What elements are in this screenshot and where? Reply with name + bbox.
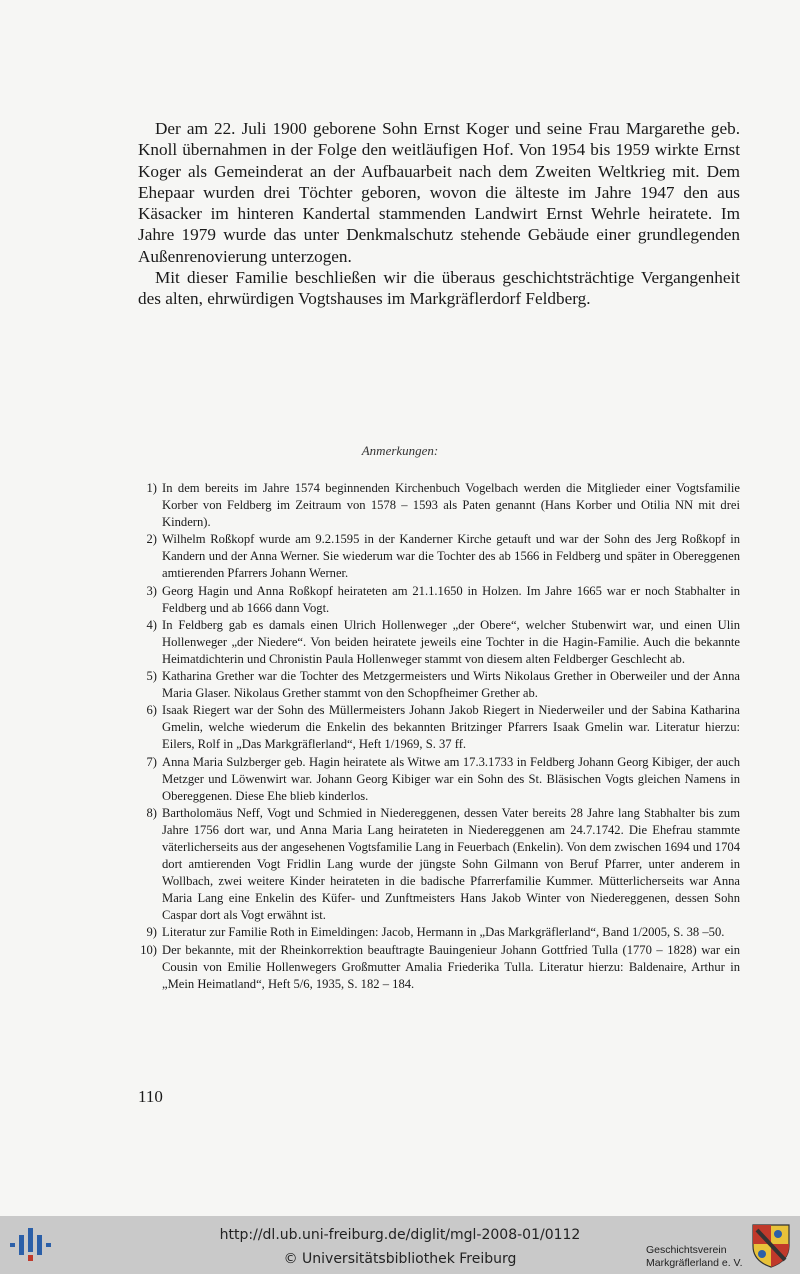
- note-item: [140, 531, 740, 582]
- footer-url-link[interactable]: http://dl.ub.uni-freiburg.de/diglit/mgl-2008-01/0112: [219, 1227, 581, 1243]
- note-number: 6): [146, 703, 157, 718]
- paragraph: Der am 22. Juli 1900 geborene Sohn Ernst Koger und seine Frau Margarethe geb. Knoll übernahmen in der Folge den weitläufigen Hof. Von 1954 bis 1959 wirkte Ernst Koger als Gemeinderat an der Aufbauarbeit nach dem Zweiten Weltkrieg mit. Dem Ehepaar wurden drei Töchter geboren, wovon die älteste im Jahre 1947 den aus Käsacker im hinteren Kandertal stammenden Landwirt Ernst Wehrle heiratete. Im Jahre 1979 wurde das unter Denkmalschutz stehende Gebäude einer grundlegenden Außenrenovierung unterzogen.: [138, 119, 740, 266]
- footer-copyright: © Universitätsbibliothek Freiburg: [283, 1251, 517, 1267]
- note-item: [140, 480, 740, 531]
- note-text: Der bekannte, mit der Rheinkorrektion beauftragte Bauingenieur Johann Gottfried Tulla (1770 – 1828) war ein Cousin von Emilie Hollenwegers Großmutter Amalia Friederika Tulla. Literatur hierzu: Baldenaire, Arthur in „Mein Heimatland“, Heft 5/6, 1935, S. 182 – 184.: [162, 942, 740, 991]
- note-text: Bartholomäus Neff, Vogt und Schmied in Niedereggenen, dessen Vater bereits 28 Jahre lang Stabhalter bis zum Jahre 1756 dort war, und Anna Maria Lang heirateten in Niedereggenen am 24.7.1742. Die Ehefrau stammte väterlicherseits aus der angesehenen Vogtsfamilie Lang in Feuerbach (Enkelin). Von dem zwischen 1694 und 1704 dort amtierenden Vogt Fridlin Lang wurde der jüngste Sohn Gilmann von Beruf Pfarrer, unter anderem in Wollbach, zwei weitere Kinder heirateten in die badische Pfarrerfamilie Kummer. Mütterlicherseits war Anna Maria Lang eine Enkelin des Küfer- und Zunftmeisters Hans Jakob Winter von Niedereggenen, dessen Sohn Caspar dort als Vogt erwähnt ist.: [162, 805, 740, 923]
- note-item: [140, 942, 740, 993]
- note-item: [140, 668, 740, 702]
- note-text: Anna Maria Sulzberger geb. Hagin heiratete als Witwe am 17.3.1733 in Feldberg Johann Georg Kibiger, der auch Metzger und Löwenwirt war. Johann Georg Kibiger war ein Sohn des St. Bläsischen Vogts gleichen Namens in Obereggenen. Diese Ehe blieb kinderlos.: [162, 754, 740, 803]
- note-item: [140, 617, 740, 668]
- note-number: 3): [146, 583, 157, 598]
- society-line: Geschichtsverein: [646, 1244, 727, 1256]
- note-text: Georg Hagin und Anna Roßkopf heirateten am 21.1.1650 in Holzen. Im Jahre 1665 war er noch Stabhalter in Feldberg und ab 1666 dann Vogt.: [162, 583, 740, 615]
- note-text: In Feldberg gab es damals einen Ulrich Hollenweger „der Obere“, welcher Stubenwirt war, und einen Ulin Hollenweger „der Niedere“. Von beiden heiratete jeweils eine Tochter in die Hagin-Familie. Auch die bekannte Heimatdichterin und Chronistin Paula Hollenweger stammt von diesem alten Feldberger Geschlecht ab.: [162, 617, 740, 666]
- note-text: Wilhelm Roßkopf wurde am 9.2.1595 in der Kanderner Kirche getauft und war der Sohn des Jerg Roßkopf in Kandern und der Anna Werner. Sie wiederum war die Tochter des ab 1566 in Feldberg und später in Obereggenen amtierenden Pfarrers Johann Werner.: [162, 532, 740, 581]
- note-text: Isaak Riegert war der Sohn des Müllermeisters Johann Jakob Riegert in Niederweiler und der Sabina Katharina Gmelin, welche wiederum die Enkelin des bekannten Britzinger Pfarrers Isaak Gmelin war. Literatur hierzu: Eilers, Rolf in „Das Markgräflerland“, Heft 1/1969, S. 37 ff.: [162, 703, 740, 752]
- note-number: 2): [146, 532, 157, 547]
- note-item: [140, 805, 740, 925]
- notes-list: [140, 480, 740, 993]
- note-number: 10): [140, 942, 157, 957]
- note-item: [140, 583, 740, 617]
- note-number: 7): [146, 754, 157, 769]
- note-item: [140, 754, 740, 805]
- note-number: 9): [146, 925, 157, 940]
- note-number: 8): [146, 805, 157, 820]
- note-number: 5): [146, 669, 157, 684]
- note-text: In dem bereits im Jahre 1574 beginnenden Kirchenbuch Vogelbach werden die Mitglieder einer Vogtsfamilie Korber von Feldberg im Zeitraum von 1578 – 1593 als Paten genannt (Hans Korber und Otilia NN mit drei Kindern).: [162, 481, 740, 530]
- body-text: [138, 118, 740, 310]
- page-number: 110: [138, 1087, 163, 1106]
- paragraph: Mit dieser Familie beschließen wir die überaus geschichtsträchtige Vergangenheit des alten, ehrwürdigen Vogtshauses im Markgräflerdorf Feldberg.: [138, 268, 740, 309]
- note-item: [140, 702, 740, 753]
- note-text: Katharina Grether war die Tochter des Metzgermeisters und Wirts Nikolaus Grether in Oberweiler und der Anna Maria Glaser. Nikolaus Grether stammt von den Schopfheimer Grether ab.: [162, 669, 740, 701]
- footer-bar: [0, 1216, 800, 1274]
- note-number: 4): [146, 617, 157, 632]
- note-text: Literatur zur Familie Roth in Eimeldingen: Jacob, Hermann in „Das Markgräflerland“, Band 1/2005, S. 38 –50.: [162, 925, 725, 940]
- note-item: [140, 924, 740, 941]
- society-name: [646, 1244, 743, 1269]
- notes-heading: Anmerkungen:: [361, 443, 439, 458]
- society-line: Markgräflerland e. V.: [646, 1256, 743, 1269]
- note-number: 1): [146, 481, 157, 495]
- coat-of-arms-icon[interactable]: [750, 1222, 792, 1268]
